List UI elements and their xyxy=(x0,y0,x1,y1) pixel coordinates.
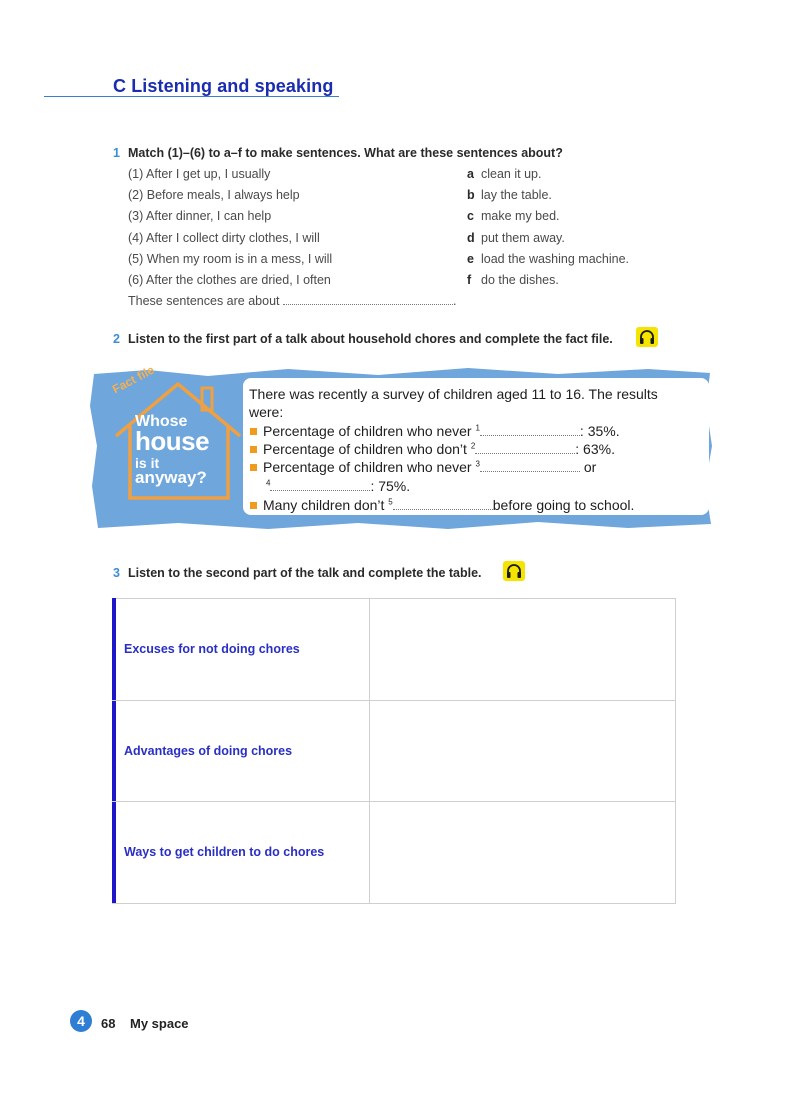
fact-bullet-4-text: Many children don’t xyxy=(263,497,385,513)
q1-item-1: (1) After I get up, I usually xyxy=(128,167,271,181)
q1-letter-e: e xyxy=(467,252,474,266)
table-row-label-excuses: Excuses for not doing chores xyxy=(124,642,300,656)
bullet-2-icon xyxy=(250,446,257,453)
table-answer-cell-ways[interactable] xyxy=(370,802,674,902)
table-accent-bar xyxy=(112,598,116,903)
fact-bullet-4-end: before going to school. xyxy=(492,497,635,513)
q1-answer-e: load the washing machine. xyxy=(481,252,630,266)
fact-bullet-3-text: Percentage of children who never xyxy=(263,459,472,475)
q1-item-6: (6) After the clothes are dried, I often xyxy=(128,273,331,287)
fact-file-title-line1: Whose xyxy=(135,413,188,430)
fact-bullet-2-num: 2 xyxy=(470,441,476,451)
q1-about-suffix: . xyxy=(452,294,457,308)
q1-item-3: (3) After dinner, I can help xyxy=(128,209,272,223)
blank-2[interactable] xyxy=(475,444,575,454)
section-rule xyxy=(44,96,339,97)
bullet-4-icon xyxy=(250,502,257,509)
fact-bullet-2-text: Percentage of children who don’t xyxy=(263,441,467,457)
fact-file-title-line3: is it xyxy=(135,455,160,471)
q1-about-line xyxy=(128,294,456,308)
table-answer-cell-advantages[interactable] xyxy=(370,701,674,801)
fact-file-title-line4: anyway? xyxy=(135,468,207,487)
bullet-1-icon xyxy=(250,428,257,435)
table-row-label-advantages: Advantages of doing chores xyxy=(124,744,293,758)
footer-title: My space xyxy=(130,1016,189,1031)
fact-bullet-1-num: 1 xyxy=(475,423,480,433)
fact-file-title-line2: house xyxy=(135,426,210,456)
fact-bullet-3b xyxy=(266,478,410,494)
blank-3[interactable] xyxy=(480,462,580,472)
q1-number: 1 xyxy=(113,146,120,160)
fact-bullet-4 xyxy=(263,497,634,513)
q1-answer-b: lay the table. xyxy=(481,188,552,202)
q2-instruction: Listen to the first part of a talk about household chores and complete the fact file. xyxy=(128,332,613,346)
fact-bullet-2-end: : 63%. xyxy=(575,441,615,457)
q1-letter-f: f xyxy=(467,273,472,287)
fact-bullet-1-end: : 35%. xyxy=(579,423,620,439)
page-number: 68 xyxy=(101,1016,116,1031)
fact-bullet-1 xyxy=(263,423,620,439)
q1-about-prefix: These sentences are about xyxy=(128,294,280,308)
blank-4[interactable] xyxy=(270,481,370,491)
q3-instruction: Listen to the second part of the talk and complete the table. xyxy=(128,566,482,580)
fact-file-tag: Fact file xyxy=(110,362,157,397)
fact-file-intro-line2: were: xyxy=(249,404,284,420)
fact-bullet-4-num: 5 xyxy=(388,497,393,507)
section-title: C Listening and speaking xyxy=(113,76,334,96)
q1-answer-a: clean it up. xyxy=(481,167,542,181)
q1-item-2: (2) Before meals, I always help xyxy=(128,188,300,202)
fact-bullet-3b-num: 4 xyxy=(266,478,271,488)
fact-bullet-3-end: or xyxy=(583,459,597,475)
fact-bullet-2 xyxy=(263,441,615,457)
fact-bullet-3-num: 3 xyxy=(475,459,480,469)
headphones-icon xyxy=(636,327,658,347)
headphones-icon xyxy=(503,561,525,581)
blank-1[interactable] xyxy=(480,426,580,436)
q1-answer-d: put them away. xyxy=(481,231,565,245)
q1-letter-c: c xyxy=(467,209,474,223)
q3-number: 3 xyxy=(113,566,120,580)
fact-bullet-3 xyxy=(263,459,596,475)
q1-answer-f: do the dishes. xyxy=(481,273,559,287)
unit-badge: 4 xyxy=(70,1010,92,1032)
q1-item-4: (4) After I collect dirty clothes, I will xyxy=(128,231,320,245)
q1-letter-d: d xyxy=(467,231,475,245)
q1-instruction: Match (1)–(6) to a–f to make sentences. What are these sentences about? xyxy=(128,146,563,160)
q1-letter-a: a xyxy=(467,167,474,181)
table-answer-cell-excuses[interactable] xyxy=(370,599,674,700)
fact-bullet-3b-end: : 75%. xyxy=(370,478,411,494)
q1-item-5: (5) When my room is in a mess, I will xyxy=(128,252,333,266)
fact-file-intro-line1: There was recently a survey of children aged 11 to 16. The results xyxy=(249,386,658,402)
fact-bullet-1-text: Percentage of children who never xyxy=(263,423,472,439)
blank-5[interactable] xyxy=(393,500,493,510)
bullet-3-icon xyxy=(250,464,257,471)
table-row-label-ways: Ways to get children to do chores xyxy=(124,845,325,859)
q1-letter-b: b xyxy=(467,188,475,202)
q2-number: 2 xyxy=(113,332,120,346)
q1-answer-c: make my bed. xyxy=(481,209,560,223)
q1-about-blank[interactable] xyxy=(283,295,453,305)
